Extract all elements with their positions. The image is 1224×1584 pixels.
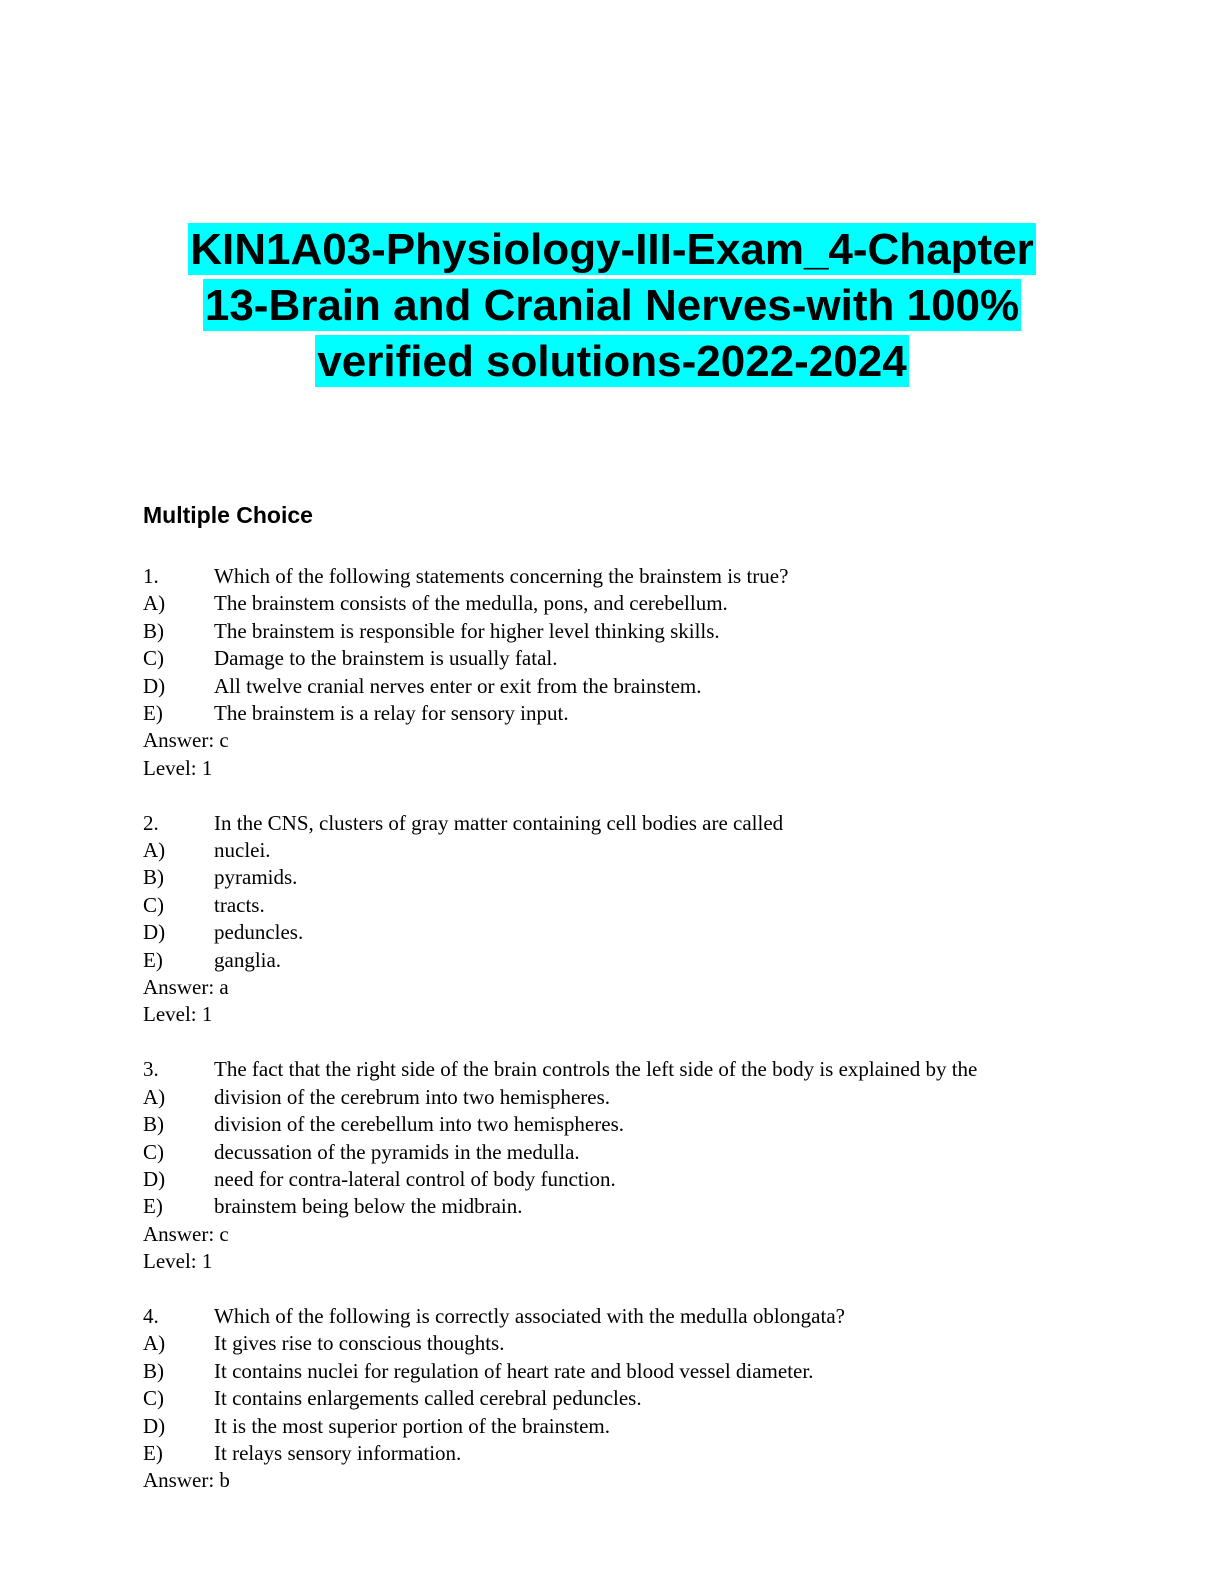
option-letter: C) xyxy=(143,1386,164,1411)
option-text: brainstem being below the midbrain. xyxy=(214,1194,523,1219)
option-text: peduncles. xyxy=(214,920,304,945)
option-text: Damage to the brainstem is usually fatal. xyxy=(214,646,558,671)
option-letter: C) xyxy=(143,1139,164,1164)
option-b xyxy=(143,1111,1073,1138)
answer-line: Answer: c xyxy=(143,728,229,753)
option-a xyxy=(143,1330,1073,1357)
option-d xyxy=(143,1166,1073,1193)
question-stem xyxy=(143,810,1073,837)
option-e xyxy=(143,1440,1073,1467)
option-b xyxy=(143,1358,1073,1385)
option-text: pyramids. xyxy=(214,865,298,890)
option-letter: D) xyxy=(143,1166,166,1191)
option-text: The brainstem is a relay for sensory input. xyxy=(214,701,569,726)
option-b xyxy=(143,864,1073,891)
answer-line: Answer: a xyxy=(143,975,229,1000)
question-text: The fact that the right side of the brain controls the left side of the body is explained by the xyxy=(214,1057,978,1082)
option-letter: D) xyxy=(143,920,166,945)
option-text: division of the cerebrum into two hemispheres. xyxy=(214,1084,610,1109)
option-text: ganglia. xyxy=(214,947,282,972)
option-e xyxy=(143,947,1073,974)
option-letter: E) xyxy=(143,701,163,726)
option-letter: B) xyxy=(143,618,164,643)
option-d xyxy=(143,1413,1073,1440)
document-title xyxy=(100,222,1124,390)
question-number: 3. xyxy=(143,1057,159,1082)
section-heading: Multiple Choice xyxy=(143,502,313,528)
option-letter: C) xyxy=(143,892,164,917)
option-a xyxy=(143,590,1073,617)
option-letter: E) xyxy=(143,1194,163,1219)
option-letter: A) xyxy=(143,838,166,863)
option-letter: B) xyxy=(143,1112,164,1137)
level-line: Level: 1 xyxy=(143,1002,213,1027)
option-text: It contains nuclei for regulation of heart rate and blood vessel diameter. xyxy=(214,1358,814,1383)
option-text: nuclei. xyxy=(214,838,271,863)
option-c xyxy=(143,892,1073,919)
question-number: 1. xyxy=(143,564,159,588)
option-text: decussation of the pyramids in the medulla. xyxy=(214,1139,580,1164)
option-text: All twelve cranial nerves enter or exit from the brainstem. xyxy=(214,673,702,698)
option-letter: B) xyxy=(143,1358,164,1383)
answer-line: Answer: b xyxy=(143,1468,230,1493)
question-1 xyxy=(143,563,1073,782)
option-text: It contains enlargements called cerebral peduncles. xyxy=(214,1386,642,1411)
option-a xyxy=(143,1084,1073,1111)
question-text: Which of the following is correctly associated with the medulla oblongata? xyxy=(214,1303,845,1328)
option-b xyxy=(143,618,1073,645)
option-text: division of the cerebellum into two hemispheres. xyxy=(214,1112,624,1137)
option-text: The brainstem is responsible for higher level thinking skills. xyxy=(214,618,720,643)
question-stem xyxy=(143,1303,1073,1330)
level-line: Level: 1 xyxy=(143,1249,213,1274)
question-3 xyxy=(143,1056,1073,1275)
answer-line: Answer: c xyxy=(143,1221,229,1246)
option-e xyxy=(143,1193,1073,1220)
question-text: In the CNS, clusters of gray matter containing cell bodies are called xyxy=(214,810,784,835)
title-line-1: KIN1A03-Physiology-III-Exam_4-Chapter xyxy=(190,225,1034,274)
option-d xyxy=(143,919,1073,946)
option-c xyxy=(143,1385,1073,1412)
option-letter: A) xyxy=(143,1331,166,1356)
option-text: It gives rise to conscious thoughts. xyxy=(214,1331,505,1356)
option-e xyxy=(143,700,1073,727)
level-line: Level: 1 xyxy=(143,755,213,780)
option-text: It is the most superior portion of the brainstem. xyxy=(214,1413,611,1438)
option-letter: B) xyxy=(143,865,164,890)
option-text: tracts. xyxy=(214,892,265,917)
question-stem xyxy=(143,563,1073,590)
question-stem xyxy=(143,1056,1073,1083)
option-letter: A) xyxy=(143,1084,166,1109)
question-2 xyxy=(143,810,1073,1029)
option-letter: E) xyxy=(143,947,163,972)
option-letter: D) xyxy=(143,1413,166,1438)
option-d xyxy=(143,673,1073,700)
option-letter: C) xyxy=(143,646,164,671)
question-number: 4. xyxy=(143,1303,159,1328)
option-text: need for contra-lateral control of body function. xyxy=(214,1166,616,1191)
title-line-3: verified solutions-2022-2024 xyxy=(317,337,907,386)
question-number: 2. xyxy=(143,810,159,835)
title-line-2: 13-Brain and Cranial Nerves-with 100% xyxy=(204,281,1020,330)
option-c xyxy=(143,645,1073,672)
option-letter: E) xyxy=(143,1440,163,1465)
question-list xyxy=(143,563,1073,1522)
option-letter: D) xyxy=(143,673,166,698)
question-4 xyxy=(143,1303,1073,1495)
option-text: It relays sensory information. xyxy=(214,1440,462,1465)
option-text: The brainstem consists of the medulla, pons, and cerebellum. xyxy=(214,591,728,616)
question-text: Which of the following statements concerning the brainstem is true? xyxy=(214,564,789,588)
option-a xyxy=(143,837,1073,864)
option-letter: A) xyxy=(143,591,166,616)
option-c xyxy=(143,1139,1073,1166)
